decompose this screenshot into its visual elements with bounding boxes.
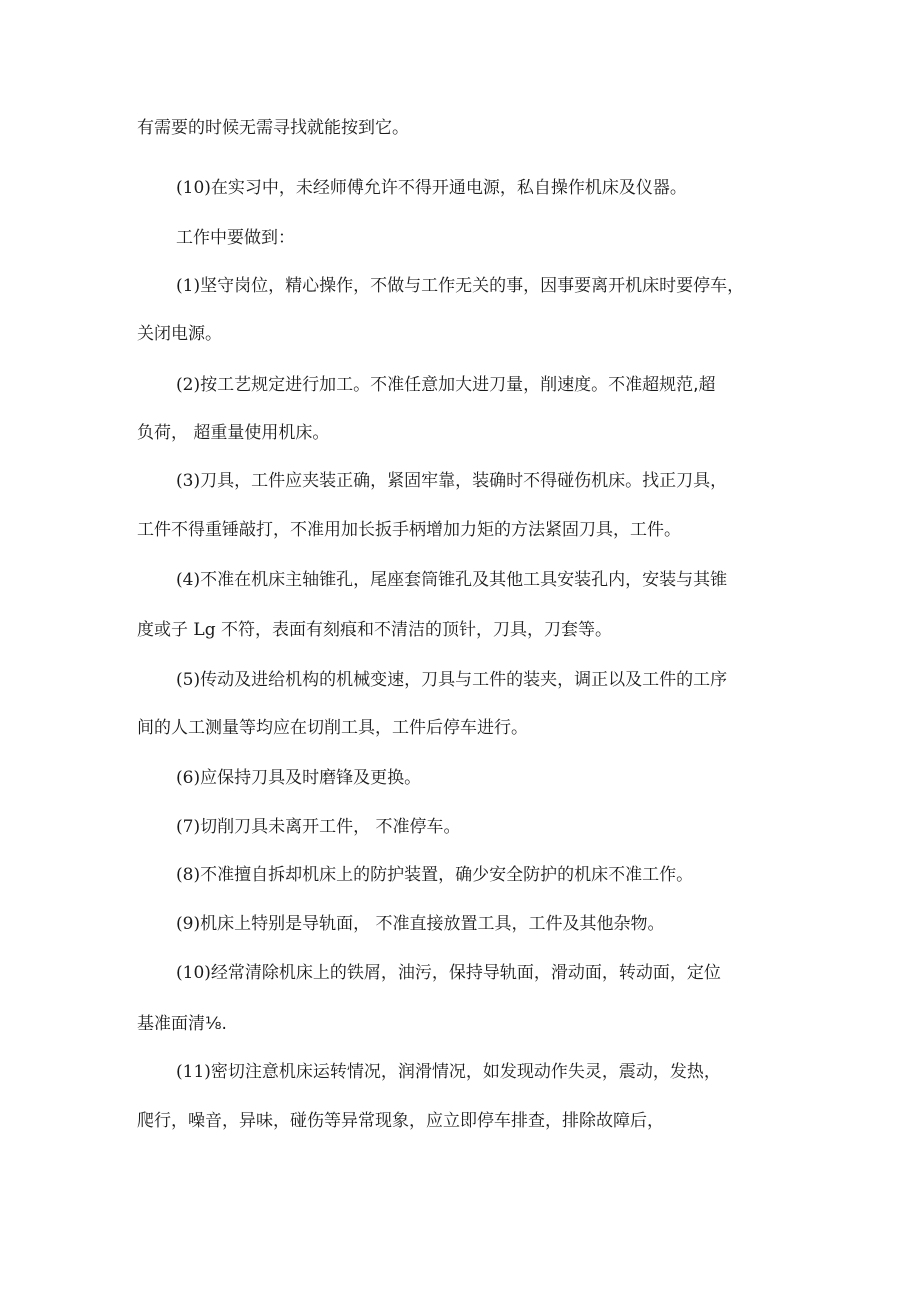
item-number: (7) [176,817,201,837]
line-text: 不准在机床主轴锥孔，尾座套筒锥孔及其他工具安装孔内，安装与其锥 [200,570,728,590]
text-line [137,1012,797,1036]
line-text: 传动及进给机构的机械变速，刀具与工件的装夹，调正以及工件的工序 [200,670,728,690]
line-text: 不符，表面有刻痕和不清洁的顶针，刀具，刀套等。 [215,620,612,640]
line-text: 工作中要做到： [176,228,295,248]
text-line [137,116,797,140]
list-item [176,1060,797,1084]
line-text: 有需要的时候无需寻找就能按到它。 [137,118,409,138]
text-line [137,1109,797,1133]
line-text: 按工艺规定进行加工。不准任意加大进刀量，削速度。不准超规范,超 [200,375,716,395]
line-text: 切削刀具未离开工件， 不准停车。 [200,817,461,837]
list-item [176,961,797,985]
line-text: 度或子 [137,620,194,640]
list-item [176,373,797,397]
line-text: 在实习中，未经师傅允许不得开通电源，私自操作机床及仪器。 [210,178,687,198]
item-number: (5) [176,670,201,690]
line-text: 基准面清⅛. [137,1014,227,1034]
item-number: (10) [176,178,211,198]
section-heading [176,226,797,250]
text-line [137,322,797,346]
item-number: (9) [176,914,201,934]
item-number: (6) [176,768,201,788]
list-item [176,766,797,790]
list-item [176,668,797,692]
line-text: 机床上特别是导轨面， 不准直接放置工具，工件及其他杂物。 [200,914,665,934]
text-line [137,518,797,542]
list-item [176,815,797,839]
text-line [137,421,797,445]
item-number: (4) [176,570,201,590]
line-text: 应保持刀具及时磨锋及更换。 [200,768,422,788]
line-text: 经常清除机床上的铁屑，油污，保持导轨面，滑动面，转动面，定位 [210,963,721,983]
line-text: 刀具，工件应夹装正确，紧固牢靠，装确时不得碰伤机床。找正刀具， [200,471,728,491]
list-item [176,912,797,936]
item-number: (3) [176,471,201,491]
text-line [137,618,797,642]
item-number: (10) [176,963,211,983]
list-item [176,568,797,592]
line-text: 爬行，噪音，异味，碰伤等异常现象，应立即停车排查，排除故障后， [137,1111,664,1131]
line-text: 不准擅自拆却机床上的防护装置，确少安全防护的机床不准工作。 [200,865,694,885]
item-number: (11) [176,1062,211,1082]
item-number: (1) [176,276,201,296]
line-text: 负荷， 超重量使用机床。 [137,423,330,443]
line-text: 间的人工测量等均应在切削工具，工件后停车进行。 [137,718,528,738]
list-item [176,274,797,298]
line-text: 关闭电源。 [137,324,222,344]
item-number: (8) [176,865,201,885]
item-number: (2) [176,375,201,395]
list-item [176,176,797,200]
line-text: 坚守岗位，精心操作，不做与工作无关的事，因事要离开机床时要停车， [200,276,745,296]
list-item [176,863,797,887]
text-line [137,716,797,740]
latin-text: Lg [193,620,216,640]
line-text: 工件不得重锤敲打，不准用加长扳手柄增加力矩的方法紧固刀具，工件。 [137,520,681,540]
line-text: 密切注意机床运转情况，润滑情况，如发现动作失灵，震动，发热， [210,1062,721,1082]
list-item [176,469,797,493]
